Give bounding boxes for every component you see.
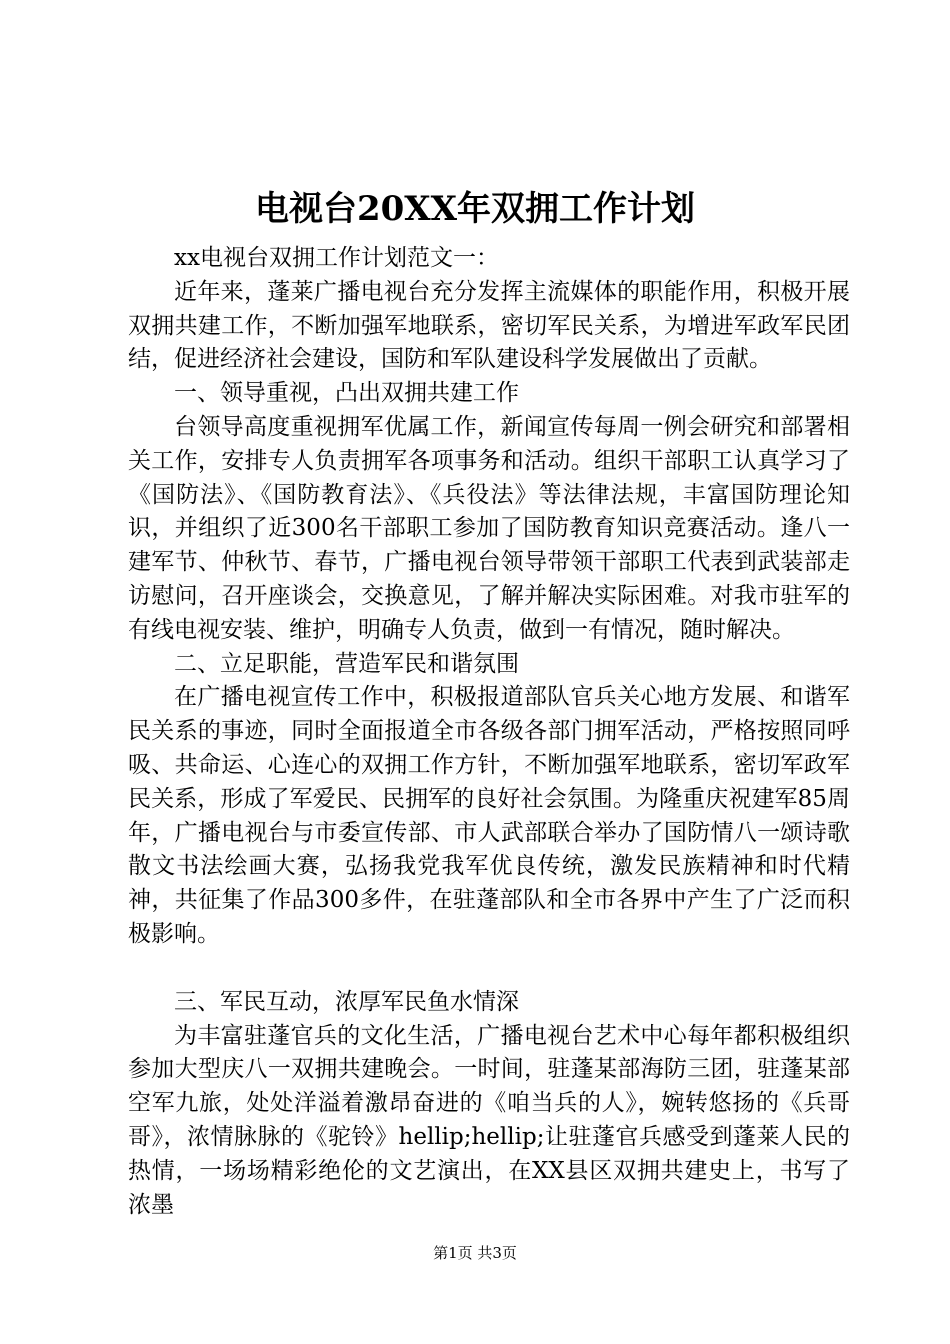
intro-line: xx电视台双拥工作计划范文一： [174,245,499,271]
blank-line [128,952,850,986]
paragraph-section-1: 台领导高度重视拥军优属工作，新闻宣传每周一例会研究和部署相关工作，安排专人负责拥军各项事务和活动。组织干部职工认真学习了《国防法》、《国防教育法》、《兵役法》等法律法规，丰富国防理论知识，并组织了近300名干部职工参加了国防教育知识竞赛活动。逢八一建军节、仲秋节、春节，广播电视台领导带领干部职工代表到武装部走访慰问，召开座谈会，交换意见，了解并解决实际困难。对我市驻军的有线电视安装、维护，明确专人负责，做到一有情况，随时解决。 [128,413,850,643]
section-heading-3: 三、军民互动，浓厚军民鱼水情深 [174,988,519,1015]
paragraph-section-3: 为丰富驻蓬官兵的文化生活，广播电视台艺术中心每年都积极组织参加大型庆八一双拥共建晚会。一时间，驻蓬某部海防三团，驻蓬某部空军九旅，处处洋溢着激昂奋进的《咱当兵的人》，婉转悠扬的《兵哥哥》，浓情脉脉的《驼铃》hellip;hellip;让驻蓬官兵感受到蓬莱人民的热情，一场场精彩绝伦的文艺演出，在XX县区双拥共建史上，书写了浓墨 [128,1022,850,1218]
paragraph-section-2: 在广播电视宣传工作中，积极报道部队官兵关心地方发展、和谐军民关系的事迹，同时全面报道全市各级各部门拥军活动，严格按照同呼吸、共命运、心连心的双拥工作方针，不断加强军地联系，密切军政军民关系，形成了军爱民、民拥军的良好社会氛围。为隆重庆祝建军85周年，广播电视台与市委宣传部、市人武部联合举办了国防情八一颂诗歌散文书法绘画大赛，弘扬我党我军优良传统，激发民族精神和时代精神，共征集了作品300多件，在驻蓬部队和全市各界中产生了广泛而积极影响。 [128,684,850,947]
document-body [128,242,850,1222]
section-heading-2: 二、立足职能，营造军民和谐氛围 [174,650,519,677]
section-heading-1: 一、领导重视，凸出双拥共建工作 [174,380,519,407]
document-title: 电视台20XX年双拥工作计划 [254,189,696,229]
paragraph-intro: 近年来，蓬莱广播电视台充分发挥主流媒体的职能作用，积极开展双拥共建工作，不断加强军地联系，密切军民关系，为增进军政军民团结，促进经济社会建设，国防和军队建设科学发展做出了贡献。 [128,278,850,373]
page-number-footer: 第1页 共3页 [433,1244,517,1262]
